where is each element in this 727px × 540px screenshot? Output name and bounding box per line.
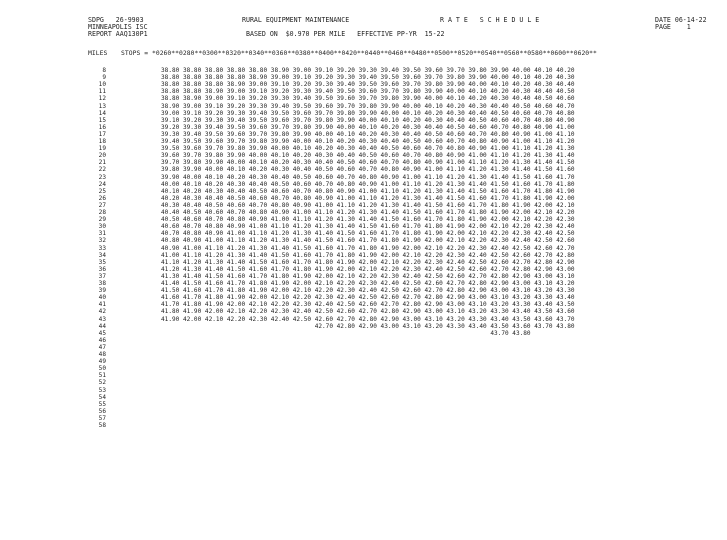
row-miles-label: 55 [98,400,106,408]
row-rate-values: 41.20 41.30 41.40 41.50 41.60 41.70 41.80 41.90 42.00 42.10 42.20 42.30 42.40 42.50 42.60 42.70 42.80 42.90 43.00 [161,265,575,273]
row-miles-label: 33 [98,244,106,252]
row-rate-values: 39.80 39.90 40.00 40.10 40.20 40.30 40.40 40.50 40.60 40.70 40.80 40.90 41.00 41.10 41.20 41.30 41.40 41.50 41.60 [161,166,575,174]
row-miles-label: 18 [98,138,106,145]
row-miles-label: 28 [98,209,106,216]
row-miles-label: 34 [98,251,106,259]
row-miles-label: 37 [98,272,106,280]
row-rate-values: 40.00 40.10 40.20 40.30 40.40 40.50 40.60 40.70 40.80 40.90 41.00 41.10 41.20 41.30 41.40 41.50 41.60 41.70 41.80 [161,180,575,188]
row-miles-label: 36 [98,265,106,273]
row-miles-label: 53 [98,386,106,394]
row-miles-label: 15 [98,116,106,124]
row-rate-values: 41.90 42.00 42.10 42.20 42.30 42.40 42.50 42.60 42.70 42.80 42.90 43.00 43.10 43.20 43.30 43.40 43.50 43.60 43.70 [161,315,575,323]
row-miles-label: 12 [98,95,106,103]
row-miles-label: 44 [98,322,106,330]
row-miles-label: 58 [98,422,106,429]
row-miles-label: 57 [98,414,106,422]
row-rate-values: 41.50 41.60 41.70 41.80 41.90 42.00 42.10 42.20 42.30 42.40 42.50 42.60 42.70 42.80 42.90 43.00 43.10 43.20 43.30 [161,287,575,295]
row-rate-values: 41.80 41.90 42.00 42.10 42.20 42.30 42.40 42.50 42.60 42.70 42.80 42.90 43.00 43.10 43.20 43.30 43.40 43.50 43.60 [161,308,575,316]
row-miles-label: 27 [98,201,106,209]
row-rate-values: 40.50 40.60 40.70 40.80 40.90 41.00 41.10 41.20 41.30 41.40 41.50 41.60 41.70 41.80 41.90 42.00 42.10 42.20 42.30 [161,216,575,224]
row-miles-label: 56 [98,407,106,415]
row-miles-label: 38 [98,280,106,287]
row-miles-label: 41 [98,301,106,309]
row-miles-label: 52 [98,379,106,387]
row-miles-label: 24 [98,180,106,188]
row-rate-values: 38.80 38.90 39.00 39.10 39.20 39.30 39.40 39.50 39.60 39.70 39.80 39.90 40.00 40.10 40.20 40.30 40.40 40.50 40.60 [161,95,575,103]
row-miles-label: 21 [98,159,106,167]
row-rate-values: 41.70 41.80 41.90 42.00 42.10 42.20 42.30 42.40 42.50 42.60 42.70 42.80 42.90 43.00 43.10 43.20 43.30 43.40 43.50 [161,301,575,309]
row-rate-values: 41.30 41.40 41.50 41.60 41.70 41.80 41.90 42.00 42.10 42.20 42.30 42.40 42.50 42.60 42.70 42.80 42.90 43.00 43.10 [161,272,575,280]
row-miles-label: 25 [98,187,106,195]
row-rate-values: 39.90 40.00 40.10 40.20 40.30 40.40 40.50 40.60 40.70 40.80 40.90 41.00 41.10 41.20 41.30 41.40 41.50 41.60 41.70 [161,173,575,181]
row-miles-label: 17 [98,130,106,138]
row-miles-label: 22 [98,166,106,174]
row-miles-label: 9 [102,74,106,82]
row-miles-label: 45 [98,329,106,337]
row-miles-label: 32 [98,237,106,245]
row-rate-values: 38.80 38.80 38.90 39.00 39.10 39.20 39.30 39.40 39.50 39.60 39.70 39.80 39.90 40.00 40.10 40.20 40.30 40.40 40.50 [161,88,575,96]
row-rate-values: 41.60 41.70 41.80 41.90 42.00 42.10 42.20 42.30 42.40 42.50 42.60 42.70 42.80 42.90 43.00 43.10 43.20 43.30 43.40 [161,294,575,302]
row-rate-values: 39.60 39.70 39.80 39.90 40.00 40.10 40.20 40.30 40.40 40.50 40.60 40.70 40.80 40.90 41.00 41.10 41.20 41.30 41.40 [161,152,575,160]
row-rate-values: 39.00 39.10 39.20 39.30 39.40 39.50 39.60 39.70 39.80 39.90 40.00 40.10 40.20 40.30 40.40 40.50 40.60 40.70 40.80 [161,109,575,117]
row-miles-label: 54 [98,393,106,401]
row-rate-values: 40.20 40.30 40.40 40.50 40.60 40.70 40.80 40.90 41.00 41.10 41.20 41.30 41.40 41.50 41.60 41.70 41.80 41.90 42.00 [161,194,575,202]
row-miles-label: 48 [98,351,106,358]
header-left-line1: SDPG 26-9903 [88,16,144,24]
row-rate-values: 41.10 41.20 41.30 41.40 41.50 41.60 41.70 41.80 41.90 42.00 42.10 42.20 42.30 42.40 42.50 42.60 42.70 42.80 42.90 [161,258,575,266]
row-miles-label: 13 [98,102,106,110]
row-rate-values: 40.60 40.70 40.80 40.90 41.00 41.10 41.20 41.30 41.40 41.50 41.60 41.70 41.80 41.90 42.00 42.10 42.20 42.30 42.40 [161,223,575,231]
row-rate-values: 39.20 39.30 39.40 39.50 39.60 39.70 39.80 39.90 40.00 40.10 40.20 40.30 40.40 40.50 40.60 40.70 40.80 40.90 41.00 [161,123,575,131]
row-rate-values: 39.10 39.20 39.30 39.40 39.50 39.60 39.70 39.80 39.90 40.00 40.10 40.20 40.30 40.40 40.50 40.60 40.70 40.80 40.90 [161,116,575,124]
row-miles-label: 11 [98,88,106,96]
row-miles-label: 46 [98,336,106,344]
row-rate-values: 38.80 38.80 38.80 38.90 39.00 39.10 39.20 39.30 39.40 39.50 39.60 39.70 39.80 39.90 40.00 40.10 40.20 40.30 40.40 [161,81,575,89]
row-rate-values: 40.40 40.50 40.60 40.70 40.80 40.90 41.00 41.10 41.20 41.30 41.40 41.50 41.60 41.70 41.80 41.90 42.00 42.10 42.20 [161,209,575,216]
row-miles-label: 35 [98,258,106,266]
row-rate-values: 38.80 38.80 38.80 38.80 38.80 38.90 39.00 39.10 39.20 39.30 39.40 39.50 39.60 39.70 39.80 39.90 40.00 40.10 40.20 [161,67,575,74]
row-rate-values: 40.30 40.40 40.50 40.60 40.70 40.80 40.90 41.00 41.10 41.20 41.30 41.40 41.50 41.60 41.70 41.80 41.90 42.00 42.10 [161,201,575,209]
row-miles-label: 42 [98,308,106,316]
row-miles-label: 49 [98,358,106,366]
row-miles-label: 47 [98,343,106,351]
row-miles-label: 50 [98,365,106,373]
row-miles-label: 51 [98,372,106,380]
miles-label: MILES [88,50,108,57]
header-left-line3: REPORT AAQ130P1 [88,30,148,38]
row-miles-label: 39 [98,287,106,295]
header-left-line2: MINNEAPOLIS ISC [88,23,148,31]
row-miles-label: 40 [98,294,106,302]
row-miles-label: 20 [98,152,106,160]
row-miles-label: 10 [98,81,106,89]
row-miles-label: 19 [98,145,106,153]
row-miles-label: 31 [98,230,106,238]
row-miles-label: 16 [98,123,106,131]
page-number: PAGE 1 [655,23,691,31]
report-title: RURAL EQUIPMENT MAINTENANCE [242,16,350,24]
row-rate-values: 41.40 41.50 41.60 41.70 41.80 41.90 42.00 42.10 42.20 42.30 42.40 42.50 42.60 42.70 42.80 42.90 43.00 43.10 43.20 [161,280,575,287]
row-miles-label: 23 [98,173,106,181]
row-rate-values: 39.30 39.40 39.50 39.60 39.70 39.80 39.90 40.00 40.10 40.20 40.30 40.40 40.50 40.60 40.70 40.80 40.90 41.00 41.10 [161,130,575,138]
row-miles-label: 8 [102,67,106,74]
row-rate-values: 40.10 40.20 40.30 40.40 40.50 40.60 40.70 40.80 40.90 41.00 41.10 41.20 41.30 41.40 41.50 41.60 41.70 41.80 41.90 [161,187,575,195]
row-miles-label: 14 [98,109,106,117]
row-rate-values: 41.00 41.10 41.20 41.30 41.40 41.50 41.60 41.70 41.80 41.90 42.00 42.10 42.20 42.30 42.40 42.50 42.60 42.70 42.80 [161,251,575,259]
row-miles-label: 30 [98,223,106,231]
row-rate-values: 39.50 39.60 39.70 39.80 39.90 40.00 40.10 40.20 40.30 40.40 40.50 40.60 40.70 40.80 40.90 41.00 41.10 41.20 41.30 [161,145,575,153]
schedule-title: R A T E S C H E D U L E [440,16,540,24]
row-rate-values: 43.70 43.80 [161,329,531,337]
row-miles-label: 26 [98,194,106,202]
row-miles-label: 29 [98,216,106,224]
row-rate-values: 40.90 41.00 41.10 41.20 41.30 41.40 41.50 41.60 41.70 41.80 41.90 42.00 42.10 42.20 42.30 42.40 42.50 42.60 42.70 [161,244,575,252]
row-rate-values: 40.70 40.80 40.90 41.00 41.10 41.20 41.30 41.40 41.50 41.60 41.70 41.80 41.90 42.00 42.10 42.20 42.30 42.40 42.50 [161,230,575,238]
row-rate-values: 42.70 42.80 42.90 43.00 43.10 43.20 43.30 43.40 43.50 43.60 43.70 43.80 [161,322,575,330]
row-rate-values: 38.90 39.00 39.10 39.20 39.30 39.40 39.50 39.60 39.70 39.80 39.90 40.00 40.10 40.20 40.30 40.40 40.50 40.60 40.70 [161,102,575,110]
stops-header: STOPS = *0260**0280**0300**0320**0340**0360**0380**0400**0420**0440**0460**0480**0500**0520**0540**0560**0580**0600**0620** [121,50,597,57]
row-rate-values: 39.70 39.80 39.90 40.00 40.10 40.20 40.30 40.40 40.50 40.60 40.70 40.80 40.90 41.00 41.10 41.20 41.30 41.40 41.50 [161,159,575,167]
report-date: DATE 06-14-22 [655,16,707,24]
row-rate-values: 40.80 40.90 41.00 41.10 41.20 41.30 41.40 41.50 41.60 41.70 41.80 41.90 42.00 42.10 42.20 42.30 42.40 42.50 42.60 [161,237,575,245]
row-miles-label: 43 [98,315,106,323]
row-rate-values: 38.80 38.80 38.80 38.80 38.90 39.00 39.10 39.20 39.30 39.40 39.50 39.60 39.70 39.80 39.90 40.00 40.10 40.20 40.30 [161,74,575,82]
based-on-line: BASED ON $0.970 PER MILE EFFECTIVE PP-YR 15-22 [246,30,445,38]
row-rate-values: 39.40 39.50 39.60 39.70 39.80 39.90 40.00 40.10 40.20 40.30 40.40 40.50 40.60 40.70 40.80 40.90 41.00 41.10 41.20 [161,138,575,145]
